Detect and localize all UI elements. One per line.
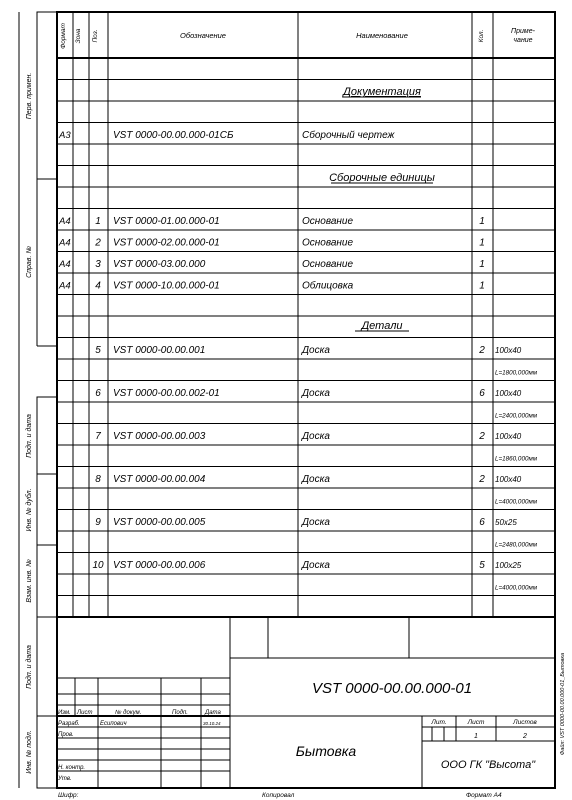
cell-note: 100х40 <box>495 432 522 441</box>
tb-prov: Пров. <box>58 732 74 738</box>
cell-note-length: L=4000,000мм <box>495 584 538 592</box>
cell-qty: 1 <box>479 280 485 292</box>
cell-name: Основание <box>302 259 354 270</box>
cell-format: А4 <box>59 216 71 227</box>
side-label-inv-no-dubl: Инв. № дубл. <box>26 488 33 532</box>
cell-note: 100х40 <box>495 389 522 398</box>
cell-note: 50х25 <box>495 518 517 527</box>
cell-note: 100х25 <box>495 561 522 570</box>
cell-note: 100х40 <box>495 475 522 484</box>
cell-format: А3 <box>59 130 71 141</box>
tb-lit: Лит. <box>431 719 447 726</box>
cell-qty: 6 <box>479 388 485 399</box>
side-label-inv-no-podl: Инв. № подл. <box>26 730 33 774</box>
cell-designation: VST 0000-01.00.000-01 <box>113 216 220 227</box>
header-zone: Зона <box>75 28 82 44</box>
cell-format: А4 <box>59 259 71 270</box>
tb-razrab-date: 30.10.24 <box>203 721 221 726</box>
cell-designation: VST 0000-10.00.000-01 <box>113 280 220 292</box>
cell-note-length: L=1860,000мм <box>495 455 538 463</box>
cell-note-length: L=1800,000мм <box>495 369 538 377</box>
cell-name: Облицовка <box>302 280 354 292</box>
tb-company: ООО ГК "Высота" <box>440 759 536 771</box>
side-label-podp-i-data-1: Подп. и дата <box>26 414 33 458</box>
tb-designation: VST 0000-00.00.000-01 <box>311 680 473 697</box>
cell-name: Доска <box>302 560 330 571</box>
section-details: Детали <box>361 320 403 332</box>
cell-pos: 10 <box>92 560 104 571</box>
cell-format: А4 <box>59 237 71 249</box>
cell-note-length: L=2400,000мм <box>495 412 538 420</box>
side-label-vzam-inv-no: Взам. инв. № <box>26 559 33 603</box>
header-note-line1: Приме- <box>511 28 535 35</box>
tb-doc-no: № докум. <box>115 710 142 716</box>
cell-name: Доска <box>302 345 330 356</box>
cell-designation: VST 0000-00.00.006 <box>113 560 206 571</box>
title-block <box>57 617 555 788</box>
cell-qty: 1 <box>479 216 485 227</box>
tb-data: Дата <box>205 710 221 716</box>
footer-shifr: Шифр: <box>58 792 79 799</box>
cell-designation: VST 0000-00.00.004 <box>113 474 206 485</box>
cell-pos: 5 <box>95 345 101 356</box>
footer-copied: Копировал <box>262 792 295 799</box>
side-stamp <box>25 12 57 788</box>
cell-note-length: L=4000,000мм <box>495 498 538 506</box>
cell-pos: 4 <box>95 280 101 292</box>
cell-pos: 3 <box>95 259 101 270</box>
side-label-perv-primen: Перв. примен. <box>26 72 33 120</box>
header-qty: Кол. <box>478 29 485 43</box>
header-designation: Обозначение <box>180 31 226 40</box>
tb-sheets: Листов <box>513 719 537 726</box>
tb-n-kontr: Н. контр. <box>58 765 86 771</box>
cell-designation: VST 0000-00.00.005 <box>113 517 206 528</box>
cell-designation: VST 0000-02.00.000-01 <box>113 237 220 249</box>
cell-pos: 8 <box>95 474 101 485</box>
cell-name: Основание <box>302 237 354 249</box>
tb-sheet: Лист <box>467 719 485 726</box>
header-note-line2: чание <box>513 37 533 44</box>
tb-sheet-no: 1 <box>474 733 478 740</box>
tb-podp: Подп. <box>172 710 188 716</box>
cell-pos: 7 <box>95 431 101 442</box>
tb-razrab: Разраб. <box>58 721 80 727</box>
side-file-name: Файл: VST 0000-00.00.000-01_Бытовка <box>560 652 566 756</box>
tb-sheets-no: 2 <box>523 733 527 740</box>
header-format: Формат <box>60 23 67 49</box>
header-pos: Поз. <box>92 29 99 43</box>
tb-razrab-name: Есипович <box>100 721 127 727</box>
cell-pos: 9 <box>95 517 101 528</box>
cell-qty: 6 <box>479 517 485 528</box>
section-documentation: Документация <box>343 86 421 98</box>
cell-name: Доска <box>302 388 330 399</box>
cell-note: 100х40 <box>495 346 522 355</box>
tb-utv: Утв. <box>58 776 72 782</box>
cell-name: Сборочный чертеж <box>302 130 395 141</box>
cell-format: А4 <box>59 280 71 292</box>
cell-designation: VST 0000-00.00.003 <box>113 431 206 442</box>
cell-qty: 1 <box>479 259 485 270</box>
sheet-frame <box>57 12 555 788</box>
tb-list: Лист <box>77 710 93 716</box>
cell-note-length: L=2480,000мм <box>495 541 538 549</box>
cell-designation: VST 0000-00.00.001 <box>113 345 206 356</box>
cell-qty: 2 <box>479 345 485 356</box>
section-assembly-units: Сборочные единицы <box>329 172 435 184</box>
tb-izm: Изм. <box>58 710 71 716</box>
cell-name: Основание <box>302 216 354 227</box>
cell-designation: VST 0000-00.00.002-01 <box>113 388 220 399</box>
side-label-podp-i-data-2: Подп. и дата <box>26 645 33 689</box>
cell-pos: 1 <box>95 216 101 227</box>
side-label-sprav-no: Справ. № <box>26 246 33 278</box>
cell-name: Доска <box>302 517 330 528</box>
cell-designation: VST 0000-03.00.000 <box>113 259 206 270</box>
tb-title: Бытовка <box>295 743 357 759</box>
cell-qty: 1 <box>479 237 485 249</box>
cell-qty: 5 <box>479 560 485 571</box>
footer-format: Формат А4 <box>466 792 502 799</box>
cell-pos: 6 <box>95 388 101 399</box>
cell-qty: 2 <box>479 431 485 442</box>
cell-name: Доска <box>302 474 330 485</box>
cell-name: Доска <box>302 431 330 442</box>
header-name: Наименование <box>356 31 408 40</box>
cell-pos: 2 <box>95 237 101 249</box>
cell-qty: 2 <box>479 474 485 485</box>
cell-designation: VST 0000-00.00.000-01СБ <box>113 130 234 141</box>
footer <box>58 653 566 799</box>
